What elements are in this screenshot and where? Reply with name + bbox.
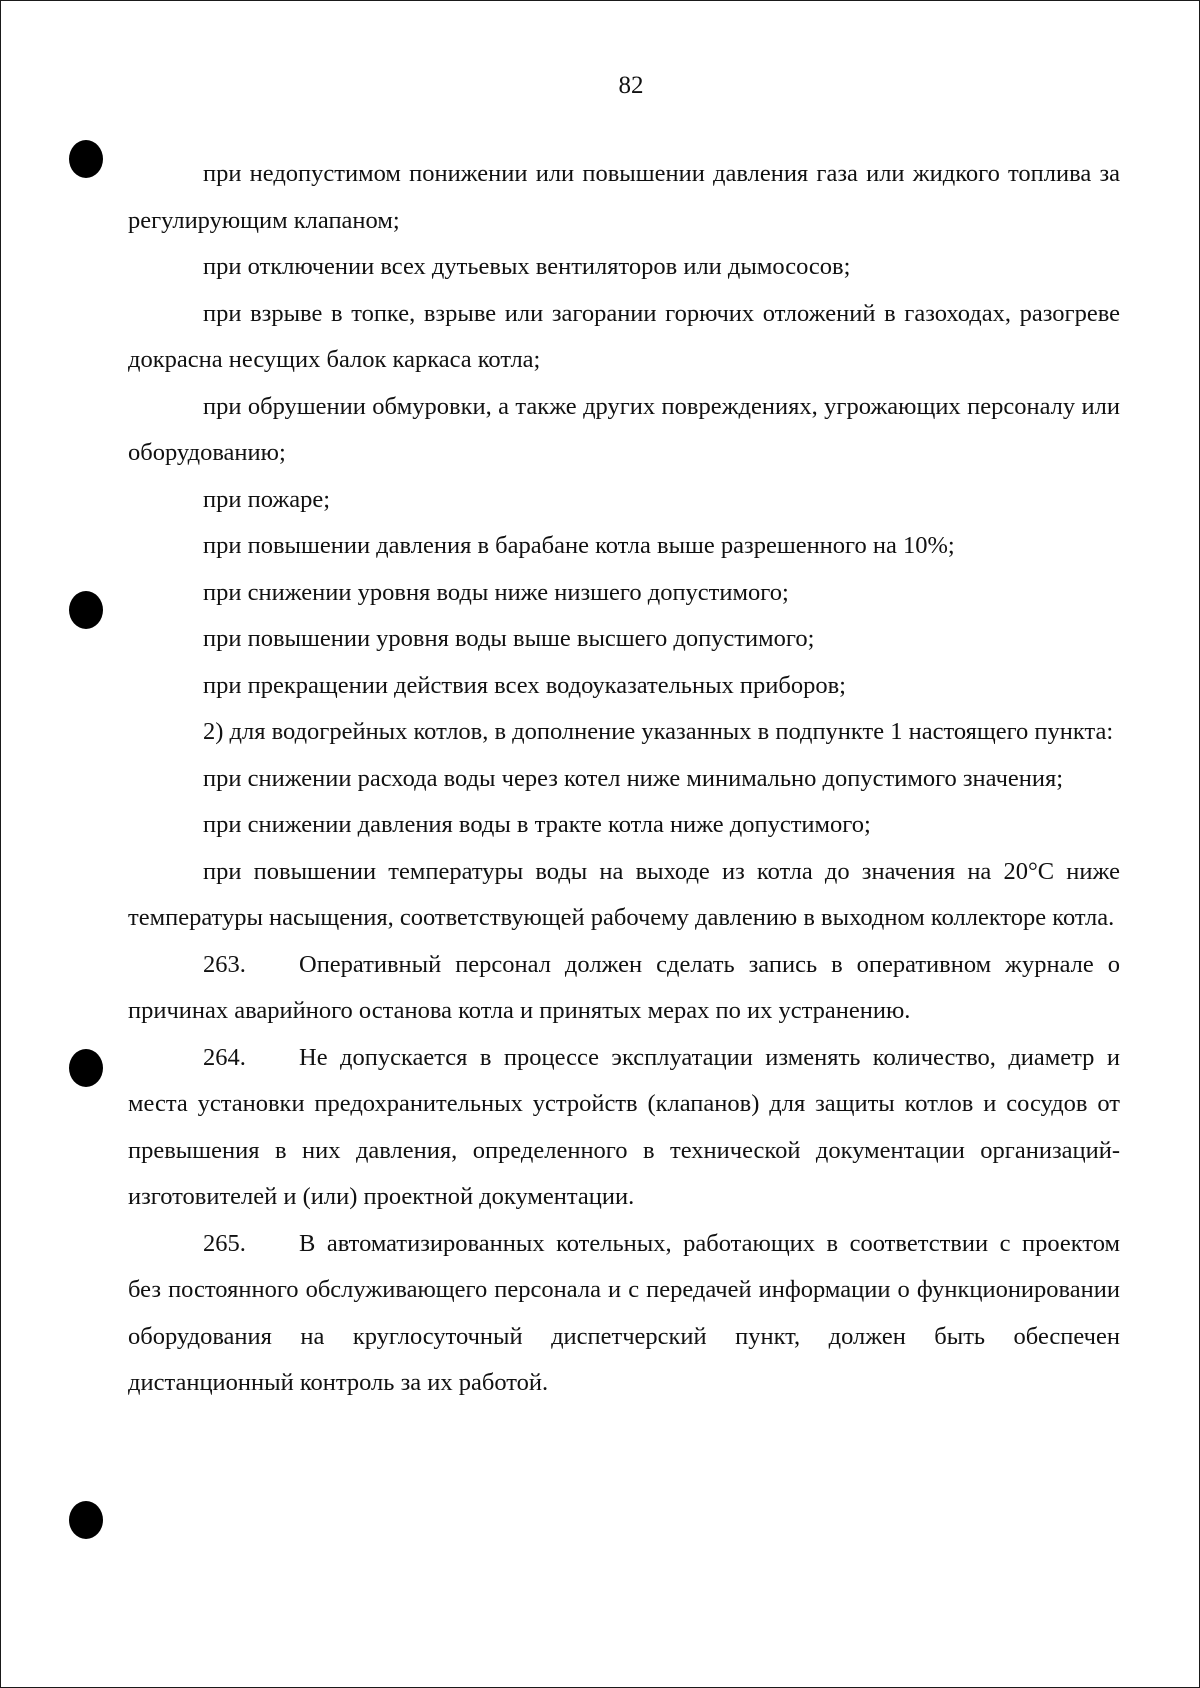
paragraph: 2) для водогрейных котлов, в дополнение указанных в подпункте 1 настоящего пункта: <box>203 718 1114 745</box>
paragraph: при повышении уровня воды выше высшего допустимого; <box>203 625 815 652</box>
paragraph-number: 264. <box>203 1043 246 1071</box>
punch-hole-mark <box>69 1501 103 1539</box>
paragraph: при снижении уровня воды ниже низшего допустимого; <box>203 578 789 606</box>
document-body <box>128 151 1120 1407</box>
paragraph: при обрушении обмуровки, а также других повреждениях, угрожающих персоналу или оборудованию; <box>128 392 1120 466</box>
paragraph: при взрыве в топке, взрыве или загорании горючих отложений в газоходах, разогреве докрасна несущих балок каркаса котла; <box>128 299 1120 373</box>
paragraph: при недопустимом понижении или повышении давления газа или жидкого топлива за регулирующим клапаном; <box>128 160 1120 234</box>
numbered-paragraph <box>128 1035 1120 1221</box>
punch-hole-mark <box>69 591 103 629</box>
page-number: 82 <box>618 72 644 99</box>
paragraph-text: В автоматизированных котельных, работающих в соответствии с проектом без постоянного обслуживающего персонала и с передачей информации о функционировании оборудования на круглосуточный диспетчерский пункт, должен быть обеспечен дистанционный контроль за их работой. <box>128 1229 1120 1396</box>
punch-hole-mark <box>69 1049 103 1087</box>
paragraph: при пожаре; <box>203 485 331 513</box>
paragraph-number: 265. <box>203 1229 246 1257</box>
punch-hole-mark <box>69 140 103 178</box>
paragraph: при отключении всех дутьевых вентиляторов или дымососов; <box>203 253 851 280</box>
paragraph-text: Оперативный персонал должен сделать запись в оперативном журнале о причинах аварийного останова котла и принятых мерах по их устранению. <box>128 950 1120 1024</box>
paragraph: при повышении давления в барабане котла выше разрешенного на 10%; <box>203 532 955 559</box>
paragraph-text: Не допускается в процессе эксплуатации изменять количество, диаметр и места установки предохранительных устройств (клапанов) для защиты котлов и сосудов от превышения в них давления, определенного в технической документации организаций-изготовителей и (или) проектной документации. <box>128 1043 1120 1210</box>
paragraph-number: 263. <box>203 950 246 978</box>
paragraph: при повышении температуры воды на выходе из котла до значения на 20°С ниже температуры насыщения, соответствующей рабочему давлению в выходном коллекторе котла. <box>128 857 1120 931</box>
numbered-paragraph <box>128 942 1120 1035</box>
paragraph: при снижении давления воды в тракте котла ниже допустимого; <box>203 811 871 838</box>
paragraph: при прекращении действия всех водоуказательных приборов; <box>203 671 846 699</box>
paragraph: при снижении расхода воды через котел ниже минимально допустимого значения; <box>203 764 1064 792</box>
numbered-paragraph <box>128 1221 1120 1407</box>
